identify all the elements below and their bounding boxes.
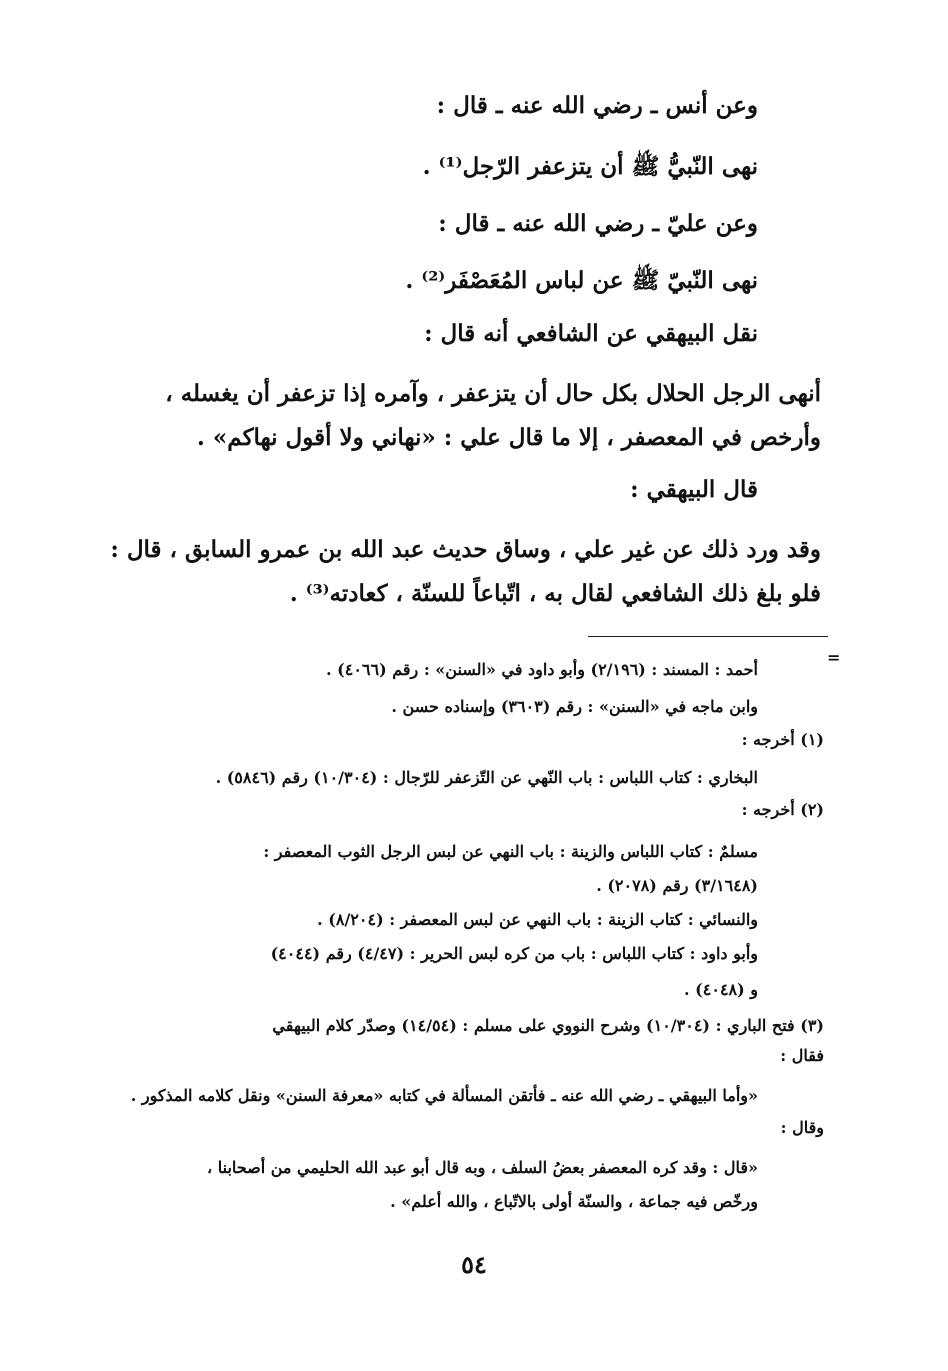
footnote-line: (١) أخرجه :: [741, 730, 824, 749]
footnote-line: «وأما البيهقي ـ رضي الله عنه ـ فأتقن المسألة في كتابه «معرفة السنن» ونقل كلامه المذكور .: [130, 1086, 758, 1105]
footnote-separator: [588, 636, 828, 637]
footnote-line: وابن ماجه في «السنن» : رقم (٣٦٠٣) وإسناده حسن .: [391, 697, 758, 716]
text-line: نهى النّبيُّ ﷺ أن يتزعفر الرّجل⁽¹⁾ .: [422, 153, 758, 180]
text-line: فلو بلغ ذلك الشافعي لقال به ، اتّباعاً للسنّة ، كعادته⁽³⁾ .: [289, 580, 821, 607]
text-line: وعن عليّ ـ رضي الله عنه ـ قال :: [438, 210, 758, 237]
text-line: نقل البيهقي عن الشافعي أنه قال :: [424, 320, 758, 347]
footnote-line: ورخّص فيه جماعة ، والسنّة أولى بالاتّباع ، والله أعلم» .: [390, 1192, 758, 1211]
footnote-line: أحمد : المسند : (٢/١٩٦) وأبو داود في «السنن» : رقم (٤٠٦٦) .: [326, 660, 758, 679]
footnote-line: فقال :: [780, 1046, 824, 1065]
text-line: وعن أنس ـ رضي الله عنه ـ قال :: [436, 92, 758, 119]
footnote-line: البخاري : كتاب اللباس : باب النّهي عن التّزعفر للرّجال : (١٠/٣٠٤) رقم (٥٨٤٦) .: [215, 768, 758, 787]
footnote-line: وأبو داود : كتاب اللباس : باب من كره لبس الحرير : (٤/٤٧) رقم (٤٠٤٤): [270, 944, 758, 963]
footnote-line: و (٤٠٤٨) .: [684, 980, 758, 999]
text-line: قال البيهقي :: [630, 476, 758, 503]
footnote-line: (٢) أخرجه :: [741, 800, 824, 819]
text-line: نهى النّبيّ ﷺ عن لباس المُعَصْفَر⁽²⁾ .: [405, 267, 758, 294]
page-number: ٥٤: [461, 1250, 487, 1279]
footnote-line: والنسائي : كتاب الزينة : باب النهي عن لبس المعصفر : (٨/٢٠٤) .: [317, 910, 758, 929]
footnote-continuation-mark: =: [827, 648, 841, 667]
text-line: أنهى الرجل الحلال بكل حال أن يتزعفر ، وآمره إذا تزعفر أن يغسله ،: [165, 380, 821, 407]
text-line: وقد ورد ذلك عن غير علي ، وساق حديث عبد الله بن عمرو السابق ، قال :: [110, 536, 821, 563]
footnote-line: (٣/١٦٤٨) رقم (٢٠٧٨) .: [596, 876, 758, 895]
footnote-line: مسلمٌ : كتاب اللباس والزينة : باب النهي عن لبس الرجل الثوب المعصفر :: [263, 842, 758, 861]
footnote-line: وقال :: [780, 1118, 824, 1137]
footnote-line: «قال : وقد كره المعصفر بعضُ السلف ، وبه قال أبو عبد الله الحليمي من أصحابنا ،: [207, 1158, 758, 1177]
text-line: وأرخص في المعصفر ، إلا ما قال علي : «نهاني ولا أقول نهاكم» .: [196, 424, 821, 451]
footnote-line: (٣) فتح الباري : (١٠/٣٠٤) وشرح النووي على مسلم : (١٤/٥٤) وصدّر كلام البيهقي: [272, 1016, 824, 1035]
